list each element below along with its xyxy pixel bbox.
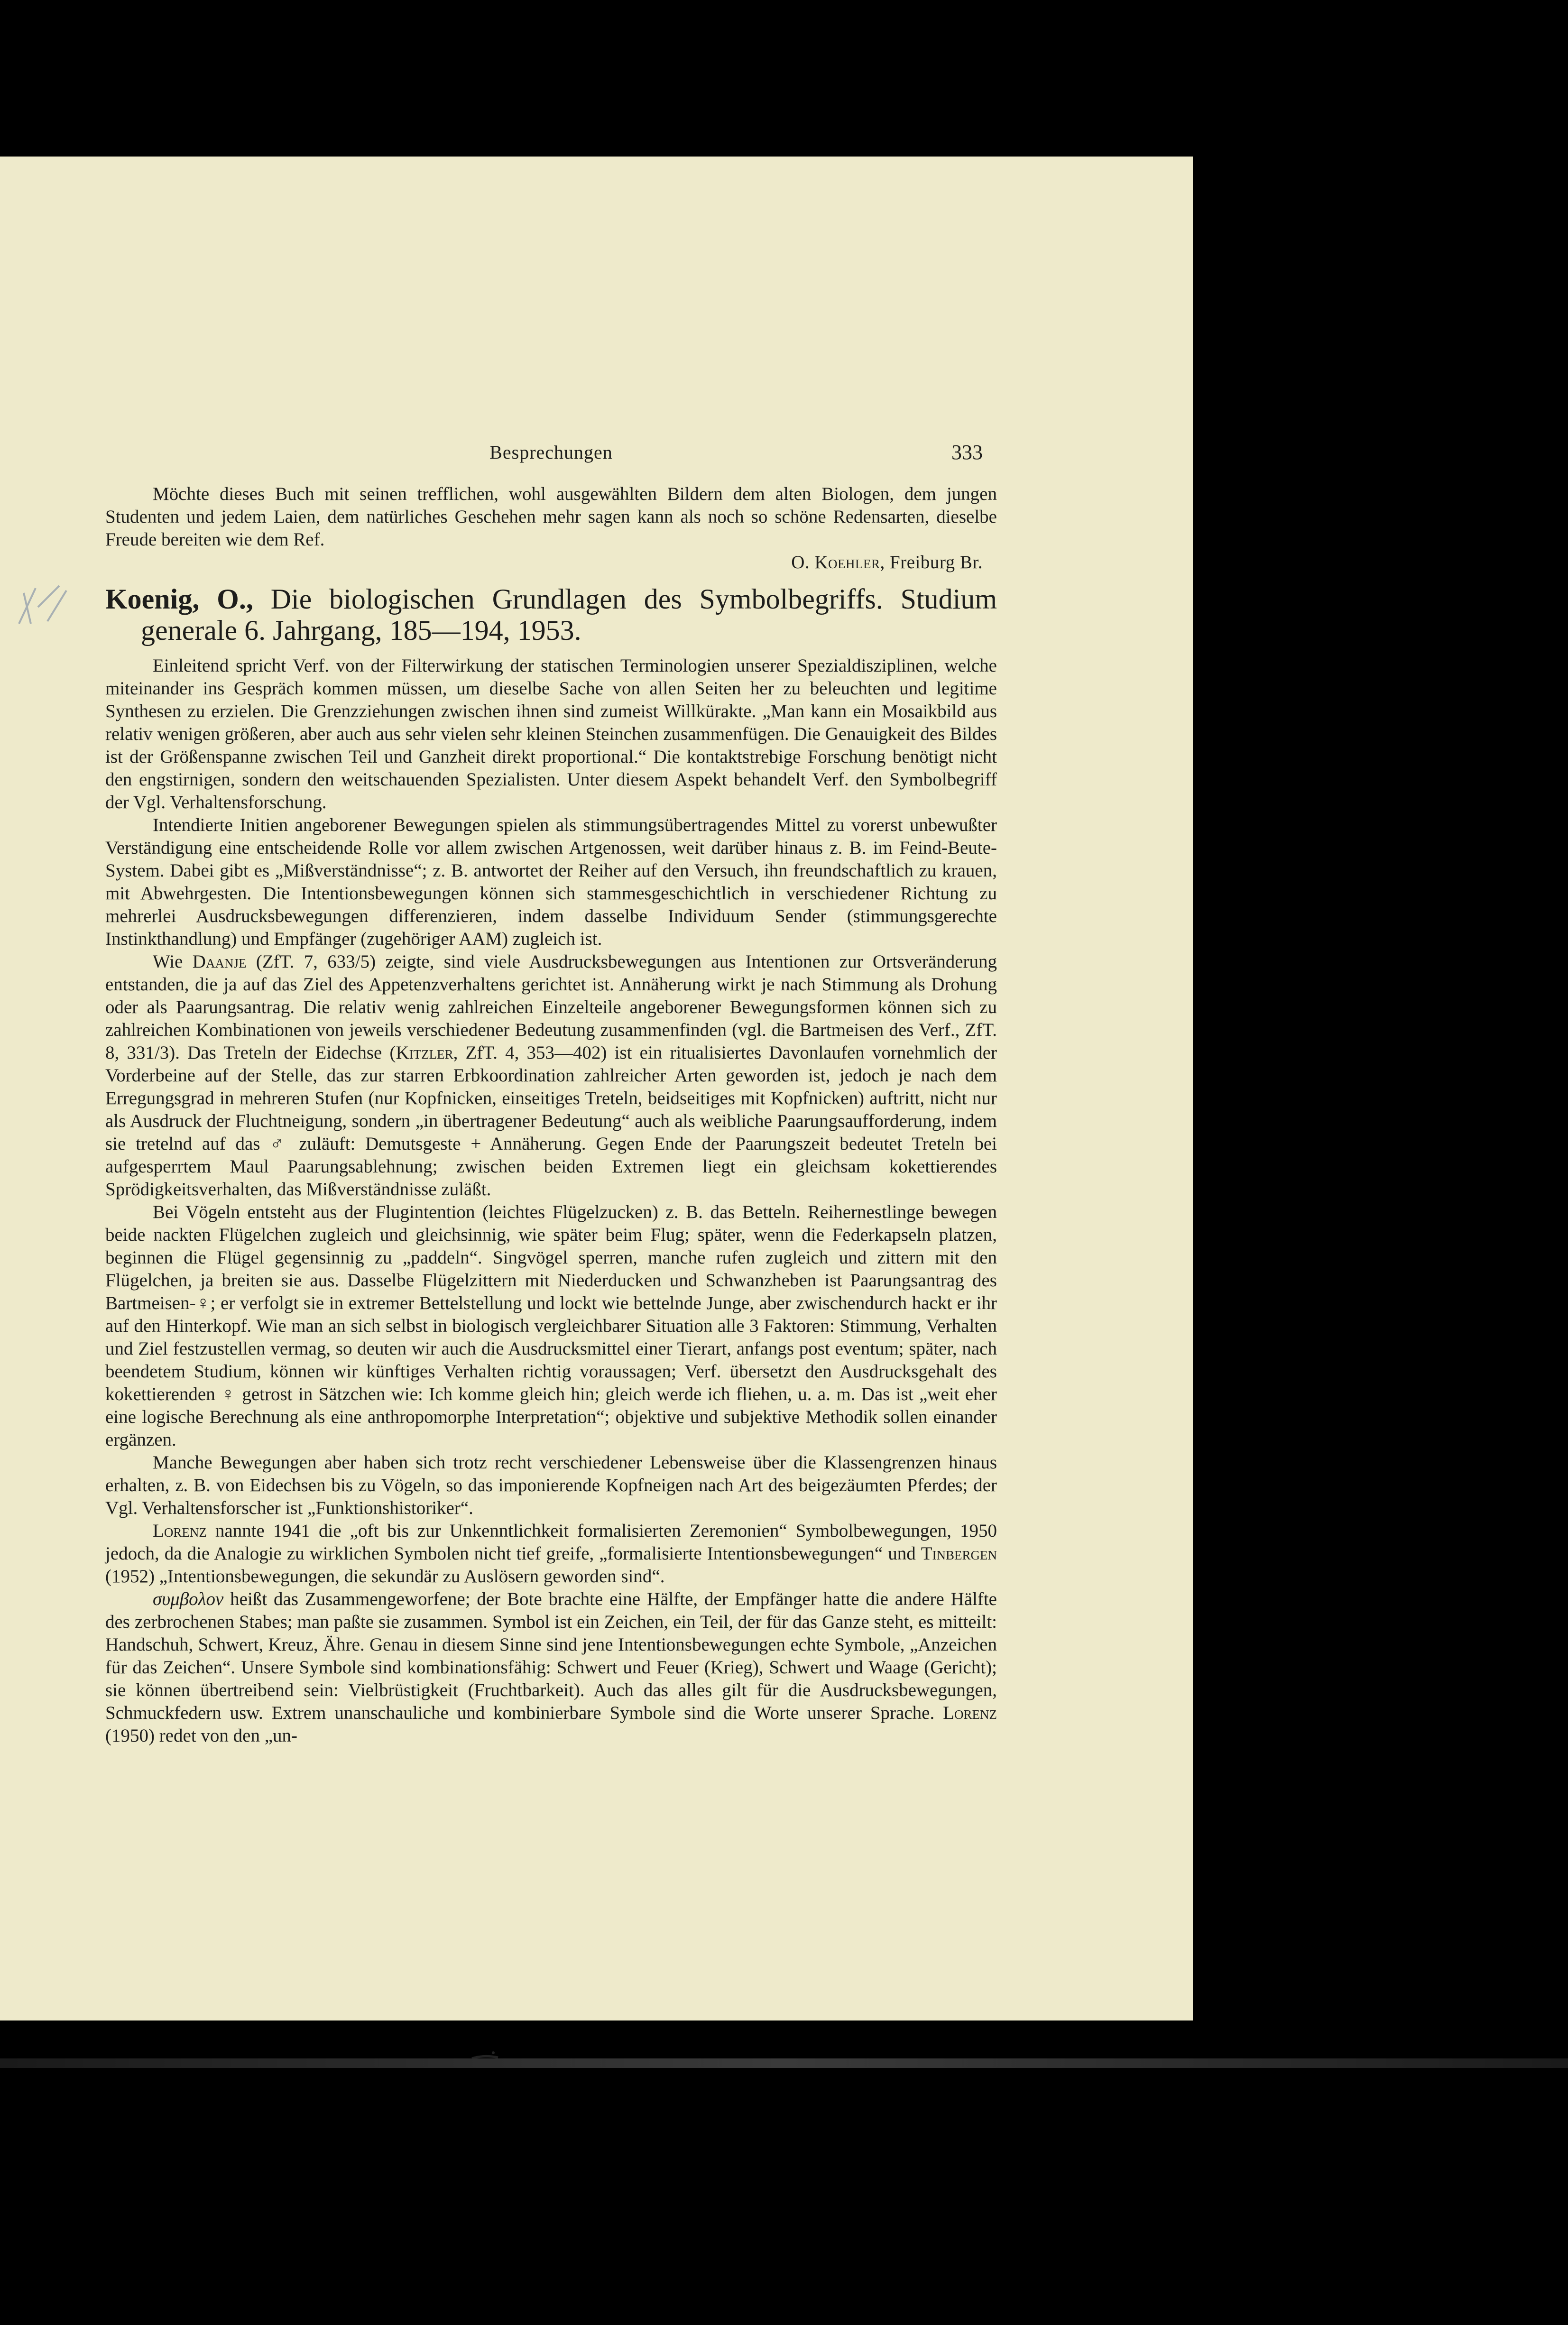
paragraph-text: Wie <box>153 951 193 972</box>
cited-author: Daanje <box>192 951 247 972</box>
review-paragraph <box>105 950 997 1201</box>
paragraph-text: (1950) redet von den „un- <box>105 1725 298 1746</box>
paragraph-text: (1952) „Intentionsbewegungen, die sekundär zu Auslösern geworden sind“. <box>105 1566 665 1587</box>
entry-title: Die biologischen Grundlagen des Symbolbegriffs. Studium generale 6. Jahrgang, 185—194, 1953. <box>141 583 997 646</box>
reviewer-place: , Freiburg Br. <box>880 552 983 572</box>
cited-author: Kitzler <box>396 1043 453 1063</box>
cited-author: Tinbergen <box>921 1543 997 1564</box>
pencil-annotation-icon <box>14 579 76 631</box>
running-title: Besprechungen <box>489 442 613 463</box>
review-paragraph <box>105 1520 997 1588</box>
cited-author: Lorenz <box>153 1521 207 1541</box>
paragraph-text: heißt das Zusammengeworfene; der Bote brachte eine Hälfte, der Empfänger hatte die andere Hälfte des zerbrochenen Stabes; man paßte sie zusammen. Symbol ist ein Zeichen, ein Teil, der für das Ganze steht, es mitteilt: Handschuh, Schwert, Kreuz, Ähre. Genau in diesem Sinne sind jene Intentionsbewegungen echte Symbole, „Anzeichen für das Zeichen“. Unsere Symbole sind kombinationsfähig: Schwert und Feuer (Krieg), Schwert und Waage (Gericht); sie können übertreibend sein: Vielbrüstigkeit (Fruchtbarkeit). Auch das alles gilt für die Ausdrucksbewegungen, Schmuckfedern usw. Extrem unanschauliche und kombinierbare Symbole sind die Worte unserer Sprache. <box>105 1589 997 1723</box>
paragraph-text: , ZfT. 4, 353—402) ist ein ritualisiertes Davonlaufen vornehmlich der Vorderbeine auf der Stelle, das zur starren Erbkoordination zahlreicher Arten geworden ist, jedoch je nach dem Erregungsgrad in mehreren Stufen (nur Kopfnicken, einseitiges Treteln, beidseitiges mit Kopfnicken) auftritt, nicht nur als Ausdruck der Fluchtneigung, sondern „in übertragener Bedeutung“ auch als weibliche Paarungsaufforderung, indem sie tretelnd auf das ♂ zuläuft: Demutsgeste + Annäherung. Gegen Ende der Paarungszeit bedeutet Treteln bei aufgesperrtem Maul Paarungsablehnung; zwischen beiden Extremen liegt ein gleichsam kokettierendes Sprödigkeitsverhalten, das Mißverständnisse zuläßt. <box>105 1043 997 1199</box>
review-paragraph <box>105 655 997 814</box>
cited-author: Lorenz <box>943 1703 997 1723</box>
greek-term: συμβολον <box>153 1589 224 1609</box>
review-paragraph <box>105 1588 997 1747</box>
reviewer-name: O. Koehler <box>791 552 880 572</box>
entry-author: Koenig, O., <box>105 583 253 615</box>
review-paragraph <box>105 1451 997 1520</box>
review-paragraph <box>105 814 997 950</box>
review-entry-heading <box>105 583 997 646</box>
page-number: 333 <box>951 441 983 464</box>
scanner-strip <box>0 2058 1568 2068</box>
running-header <box>105 441 997 470</box>
paragraph-text: Intendierte Initien angeborener Bewegungen spielen als stimmungsübertragendes Mittel zu vorerst unbewußter Verständigung eine entscheidende Rolle vor allem zwischen Artgenossen, weit darüber hinaus z. B. im Feind-Beute-System. Dabei gibt es „Mißverständnisse“; z. B. antwortet der Reiher auf den Versuch, ihn freundschaftlich zu krauen, mit Abwehrgesten. Die Intentionsbewegungen können sich stammesgeschichtlich in verschiedener Richtung zu mehrerlei Ausdrucksbewegungen differenzieren, indem dasselbe Individuum Sender (stimmungsgerechte Instinkthandlung) und Empfänger (zugehöriger AAM) zugleich ist. <box>105 815 997 949</box>
paragraph-text: nannte 1941 die „oft bis zur Unkenntlichkeit formalisierten Zeremonien“ Symbolbewegungen, 1950 jedoch, da die Analogie zu wirklichen Symbolen nicht tief greife, „formalisierte Intentionsbewegungen“ und <box>105 1521 997 1564</box>
review-paragraph <box>105 1201 997 1451</box>
paragraph-text: Einleitend spricht Verf. von der Filterwirkung der statischen Terminologien unserer Spezialdisziplinen, welche miteinander ins Gespräch kommen müssen, um dieselbe Sache von allen Seiten her zu beleuchten und legitime Synthesen zu erzielen. Die Grenzziehungen zwischen ihnen sind zumeist Willkürakte. „Man kann ein Mosaikbild aus relativ wenigen größeren, aber auch aus sehr vielen sehr kleinen Steinchen zusammenfügen. Die Genauigkeit des Bildes ist der Größenspanne zwischen Teil und Ganzheit direkt proportional.“ Die kontaktstrebige Forschung benötigt nicht den engstirnigen, sondern den weitschauenden Spezialisten. Unter diesem Aspekt behandelt Verf. den Symbolbegriff der Vgl. Verhaltensforschung. <box>105 655 997 812</box>
paragraph-text: Manche Bewegungen aber haben sich trotz recht verschiedener Lebensweise über die Klassengrenzen hinaus erhalten, z. B. von Eidechsen bis zu Vögeln, so das imponierende Kopfneigen nach Art des beigezäumten Pferdes; der Vgl. Verhaltensforscher ist „Funktionshistoriker“. <box>105 1452 997 1518</box>
page-content <box>105 441 997 1747</box>
paragraph-text: (ZfT. 7, 633/5) zeigte, sind viele Ausdrucksbewegungen aus Intentionen zur Ortsveränderung entstanden, die ja auf das Ziel des Appetenzverhaltens gerichtet ist. Annäherung wirkt je nach Stimmung als Drohung oder als Paarungsantrag. Die relativ wenig zahlreichen Einzelteile angeborener Bewegungsformen können sich zu zahlreichen Kombinationen von jeweils verschiedener Bedeutung zusammenfinden (vgl. die Bartmeisen des Verf., ZfT. 8, 331/3). Das Treteln der Eidechse ( <box>105 951 997 1063</box>
paragraph-text: Bei Vögeln entsteht aus der Flugintention (leichtes Flügelzucken) z. B. das Betteln. Reihernestlinge bewegen beide nackten Flügelchen zugleich und gleichsinnig, wie später beim Flug; später, wenn die Federkapseln platzen, beginnen die Flügel gegensinnig zu „paddeln“. Singvögel sperren, manche rufen zugleich und zittern mit den Flügelchen, ja breiten sie aus. Dasselbe Flügelzittern mit Niederducken und Schwanzheben ist Paarungsantrag des Bartmeisen-♀; er verfolgt sie in extremer Bettelstellung und lockt wie bettelnde Junge, aber zwischendurch hackt er ihr auf den Hinterkopf. Wie man an sich selbst in biologisch vergleichbarer Situation alle 3 Faktoren: Stimmung, Verhalten und Ziel festzustellen vermag, so deuten wir auch die Ausdrucksmittel einer Tierart, anfangs post eventum; später, nach beendetem Studium, können wir künftiges Verhalten richtig voraussagen; Verf. übersetzt den Ausdrucksgehalt des kokettierenden ♀ getrost in Sätzchen wie: Ich komme gleich hin; gleich werde ich fliehen, u. a. m. Das ist „weit eher eine logische Berechnung als eine anthropomorphe Interpretation“; objektive und subjektive Methodik sollen einander ergänzen. <box>105 1202 997 1450</box>
reviewer-signature <box>105 551 983 574</box>
review-body <box>105 655 997 1747</box>
scanned-page <box>0 157 1193 2021</box>
previous-review-text: Möchte dieses Buch mit seinen trefflichen, wohl ausgewählten Bildern dem alten Biologen, dem jungen Studenten und jedem Laien, dem natürliches Geschehen mehr sagen kann als noch so schöne Redensarten, dieselbe Freude bereiten wie dem Ref. <box>105 484 997 550</box>
